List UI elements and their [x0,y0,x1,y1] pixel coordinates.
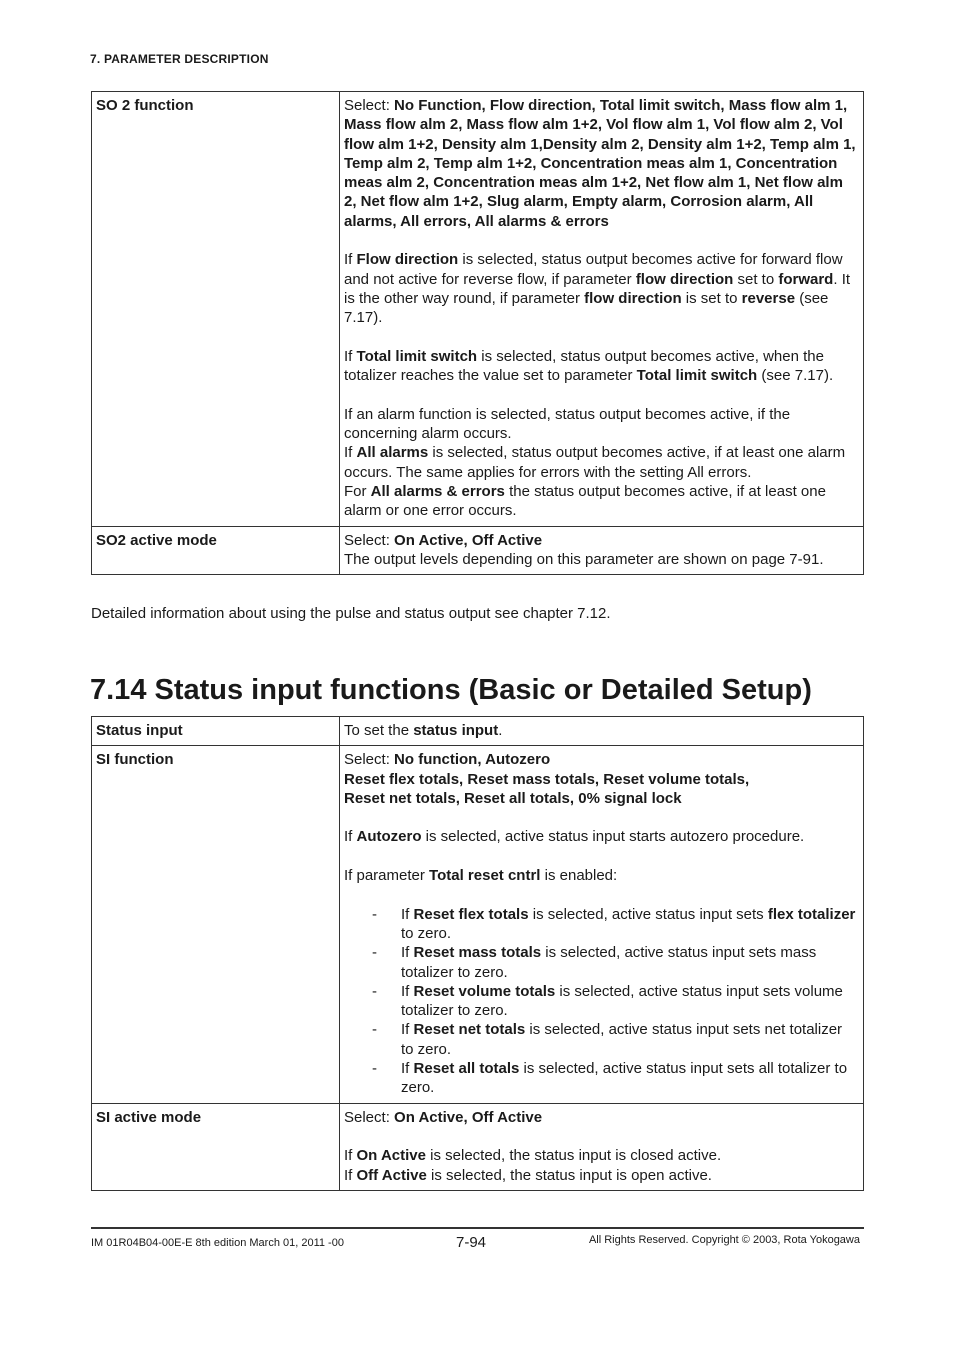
select-options-line: Reset flex totals, Reset mass totals, Reset volume totals, [344,770,750,788]
table-row [92,1103,864,1190]
table-row [92,526,864,575]
table-row [92,746,864,1103]
list-item: - If Reset mass totals is selected, active status input sets mass totalizer to zero. [372,944,817,981]
select-options [344,96,858,231]
footer-divider [91,1227,864,1229]
running-header: 7. PARAMETER DESCRIPTION [90,52,269,66]
param-name: SO 2 function [92,92,340,527]
description-text: The output levels depending on this parameter are shown on page 7-91. [344,550,824,568]
param-description [340,526,864,575]
table-row [92,717,864,746]
select-options: Select: On Active, Off Active [344,1108,543,1126]
on-active-line: If On Active is selected, the status input is closed active. [344,1147,722,1165]
select-options-line: Reset net totals, Reset all totals, 0% signal lock [344,789,682,807]
list-item: - If Reset net totals is selected, active status input sets net totalizer to zero. [372,1021,843,1058]
reference-note: Detailed information about using the pulse and status output see chapter 7.12. [91,605,611,622]
table-row [92,92,864,527]
section-title: 7.14 Status input functions (Basic or Detailed Setup) [90,674,812,706]
alarm-line: If an alarm function is selected, status output becomes active, if the concerning alarm occurs. [344,405,791,443]
param-name: SI active mode [92,1103,340,1190]
list-item: - If Reset volume totals is selected, active status input sets volume totalizer to zero. [372,982,843,1020]
select-prefix: Select: [344,97,395,114]
param-description: To set the status input. [340,717,864,746]
list-item: - If Reset flex totals is selected, active status input sets flex totalizer to zero. [372,905,856,942]
footer-doc-id: IM 01R04B04-00E-E 8th edition March 01, 2011 -00 [91,1237,344,1249]
param-description [340,1103,864,1190]
reset-options-list [344,905,858,1098]
param-name: Status input [92,717,340,746]
footer-copyright: All Rights Reserved. Copyright © 2003, Rota Yokogawa [588,1234,860,1246]
select-options: Select: On Active, Off Active [344,531,543,549]
alarm-paragraph [344,405,858,521]
off-active-line: If Off Active is selected, the status input is open active. [344,1166,712,1184]
all-alarms-line: If All alarms is selected, status output becomes active, if at least one alarm occurs. The same applies for errors with the setting All errors. [344,444,846,481]
total-limit-paragraph: If Total limit switch is selected, status output becomes active, when the totalizer reaches the value set to parameter Total limit switch (see 7.17). [344,347,834,385]
list-item: - If Reset all totals is selected, active status input sets all totalizer to zero. [372,1060,848,1097]
alarms-errors-line: For All alarms & errors the status output becomes active, if at least one alarm or one error occurs. [344,482,826,520]
param-description [340,92,864,527]
select-values: No Function, Flow direction, Total limit switch, Mass flow alm 1, Mass flow alm 2, Mass flow alm 1+2, Vol flow alm 1, Vol flow alm 2, Vol flow alm 1+2, Density alm 1,Density alm 2, Density alm 1+2, Temp alm 1, Temp alm 2, Temp alm 1+2, Concentration meas alm 1, Concentration meas alm 2, Concentration meas alm 1+2, Net flow alm 1, Net flow alm 2, Net flow alm 1+2, Slug alarm, Empty alarm, Corrosion alarm, All alarms, All errors, All alarms & errors [344,97,856,230]
param-description [340,746,864,1103]
status-input-table [91,716,864,1191]
param-name: SI function [92,746,340,1103]
page-number: 7-94 [456,1234,487,1251]
flow-direction-paragraph: If Flow direction is selected, status output becomes active for forward flow and not active for reverse flow, if parameter flow direction set to forward. It is the other way round, if parameter flow direction is set to reverse (see 7.17). [344,251,851,327]
param-name: SO2 active mode [92,526,340,575]
total-reset-paragraph: If parameter Total reset cntrl is enabled: [344,867,618,885]
select-options: Select: No function, Autozero [344,751,551,769]
autozero-paragraph: If Autozero is selected, active status input starts autozero procedure. [344,828,805,846]
so2-parameter-table [91,91,864,575]
